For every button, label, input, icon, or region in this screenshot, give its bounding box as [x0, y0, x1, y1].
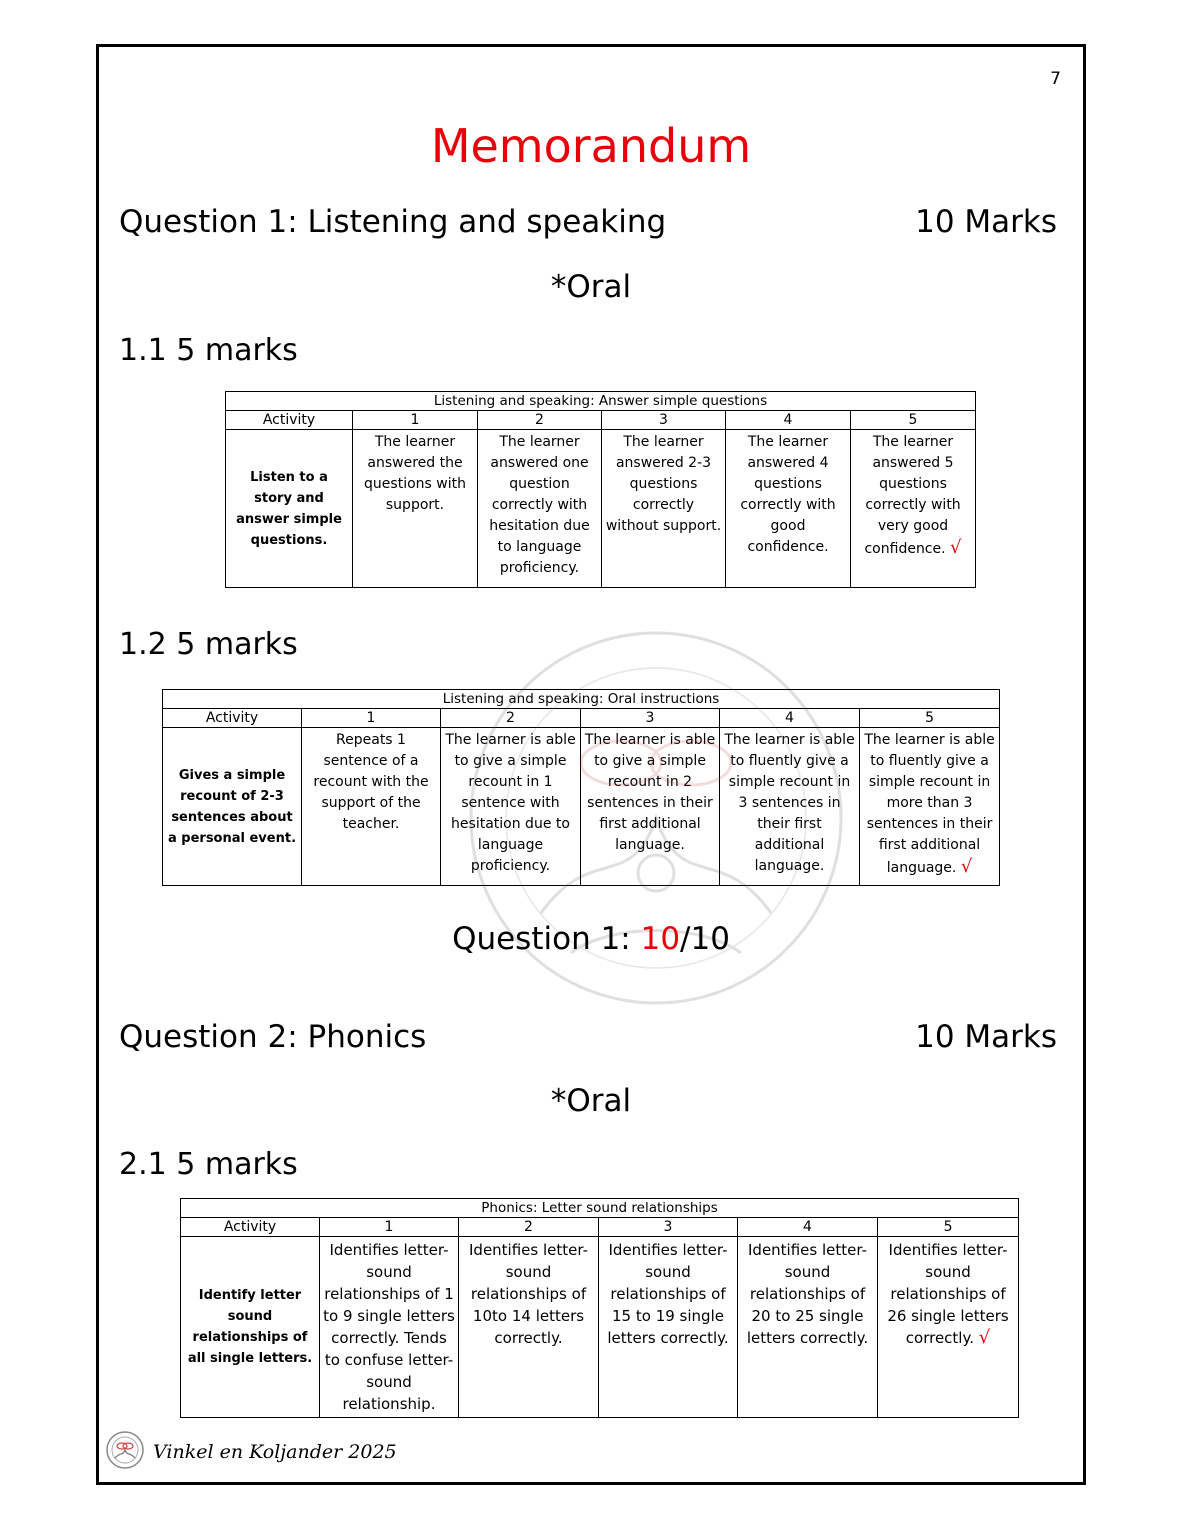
- column-header-level-2: 2: [441, 709, 581, 728]
- column-header-level-4: 4: [726, 411, 851, 430]
- level-5-text: The learner is able to fluently give a simple recount in more than 3 sentences in their first additional language.: [864, 732, 995, 876]
- activity-cell: Identify letter sound relationships of all single letters.: [181, 1237, 320, 1418]
- level-2-cell: Identifies letter-sound relationships of 10to 14 letters correctly.: [459, 1237, 599, 1418]
- footer-logo-icon: [105, 1430, 145, 1470]
- column-header-activity: Activity: [181, 1218, 320, 1237]
- level-1-cell: The learner answered the questions with support.: [353, 430, 478, 588]
- column-header-level-5: 5: [878, 1218, 1019, 1237]
- question-1-heading: [119, 204, 1057, 240]
- column-header-activity: Activity: [226, 411, 353, 430]
- column-header-activity: Activity: [163, 709, 302, 728]
- question-2-marks: 10 Marks: [915, 1019, 1057, 1055]
- question-1-oral: *Oral: [550, 269, 632, 305]
- column-header-level-1: 1: [320, 1218, 459, 1237]
- column-header-level-1: 1: [353, 411, 478, 430]
- level-1-cell: Identifies letter-sound relationships of 1 to 9 single letters correctly. Tends to confuse letter-sound relationship.: [320, 1237, 459, 1418]
- question-2-title: Question 2: Phonics: [119, 1019, 427, 1055]
- check-mark-icon: √: [978, 1327, 991, 1348]
- total-out-of: /10: [680, 921, 730, 957]
- check-mark-icon: √: [950, 537, 962, 558]
- page-title: Memorandum: [430, 119, 752, 173]
- level-5-text: The learner answered 5 questions correctly with very good confidence.: [864, 434, 961, 557]
- question-1-marks: 10 Marks: [915, 204, 1057, 240]
- subquestion-2-1: 2.1 5 marks: [119, 1147, 298, 1182]
- total-label: Question 1:: [452, 921, 641, 957]
- footer-text: Vinkel en Koljander 2025: [153, 1441, 397, 1463]
- column-header-level-2: 2: [459, 1218, 599, 1237]
- column-header-level-1: 1: [302, 709, 441, 728]
- level-1-cell: Repeats 1 sentence of a recount with the support of the teacher.: [302, 728, 441, 886]
- activity-cell: Gives a simple recount of 2-3 sentences about a personal event.: [163, 728, 302, 886]
- question-1-total: [99, 921, 1083, 957]
- column-header-level-4: 4: [720, 709, 860, 728]
- level-4-cell: The learner is able to fluently give a simple recount in 3 sentences in their first additional language.: [720, 728, 860, 886]
- column-header-level-5: 5: [860, 709, 1000, 728]
- page-frame: [96, 44, 1086, 1485]
- level-2-cell: The learner answered one question correctly with hesitation due to language proficiency.: [478, 430, 602, 588]
- level-5-text: Identifies letter-sound relationships of 26 single letters correctly.: [887, 1241, 1009, 1347]
- question-2-heading: [119, 1019, 1057, 1055]
- level-4-cell: Identifies letter-sound relationships of 20 to 25 single letters correctly.: [738, 1237, 878, 1418]
- table-caption: Listening and speaking: Answer simple questions: [226, 392, 976, 411]
- question-2-oral: *Oral: [550, 1083, 632, 1119]
- subquestion-1-1: 1.1 5 marks: [119, 333, 298, 368]
- column-header-level-3: 3: [599, 1218, 738, 1237]
- subquestion-1-2: 1.2 5 marks: [119, 627, 298, 662]
- level-3-cell: The learner answered 2-3 questions correctly without support.: [602, 430, 726, 588]
- column-header-level-4: 4: [738, 1218, 878, 1237]
- table-caption: Phonics: Letter sound relationships: [181, 1199, 1019, 1218]
- rubric-table-2-1: [180, 1198, 1019, 1418]
- total-score: 10: [640, 921, 681, 957]
- level-5-cell: [878, 1237, 1019, 1418]
- level-2-cell: The learner is able to give a simple recount in 1 sentence with hesitation due to language proficiency.: [441, 728, 581, 886]
- level-4-cell: The learner answered 4 questions correctly with good confidence.: [726, 430, 851, 588]
- column-header-level-5: 5: [851, 411, 976, 430]
- column-header-level-3: 3: [581, 709, 720, 728]
- activity-cell: Listen to a story and answer simple questions.: [226, 430, 353, 588]
- table-caption: Listening and speaking: Oral instructions: [163, 690, 1000, 709]
- level-5-cell: [851, 430, 976, 588]
- level-3-cell: Identifies letter-sound relationships of 15 to 19 single letters correctly.: [599, 1237, 738, 1418]
- column-header-level-3: 3: [602, 411, 726, 430]
- watermark-stamp-icon: [421, 593, 891, 1043]
- check-mark-icon: √: [960, 856, 973, 877]
- rubric-table-1-1: [225, 391, 976, 588]
- page-number: 7: [1050, 69, 1061, 89]
- column-header-level-2: 2: [478, 411, 602, 430]
- question-1-title: Question 1: Listening and speaking: [119, 204, 667, 240]
- level-3-cell: The learner is able to give a simple recount in 2 sentences in their first additional language.: [581, 728, 720, 886]
